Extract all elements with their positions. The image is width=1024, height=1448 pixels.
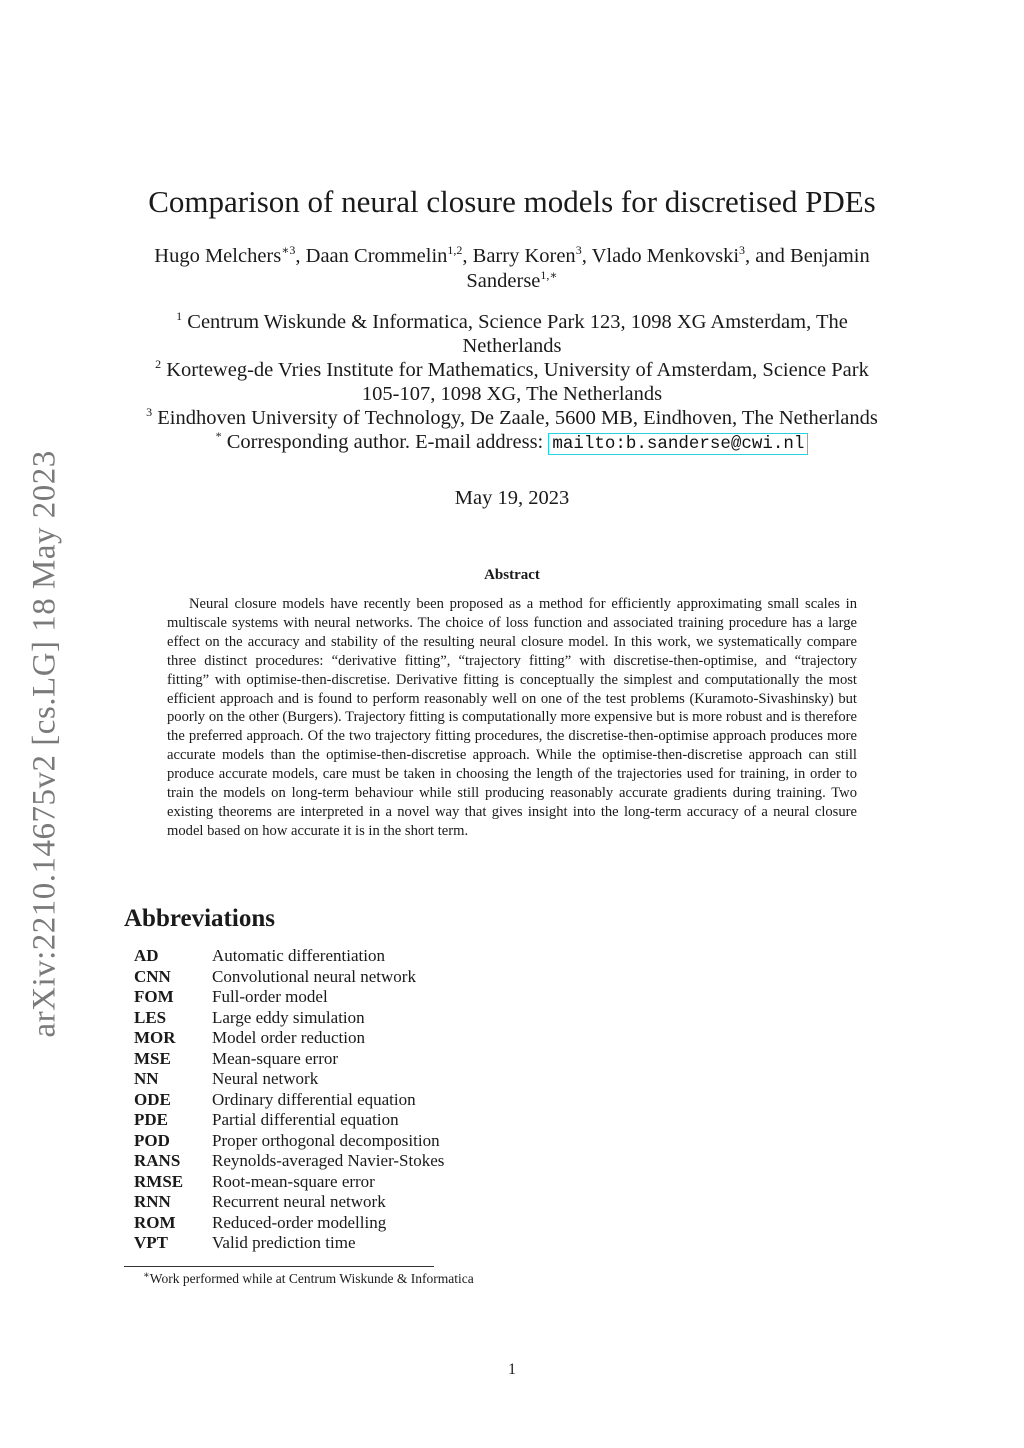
abbreviation-term: LES bbox=[134, 1007, 167, 1027]
affiliation-text: Korteweg-de Vries Institute for Mathematics, University of Amsterdam, Science Park bbox=[166, 359, 869, 381]
abbreviation-row bbox=[134, 1213, 444, 1234]
abbreviations-table bbox=[134, 946, 444, 1254]
affiliation-2 bbox=[0, 358, 1024, 384]
abbreviation-meaning: Convolutional neural network bbox=[212, 966, 416, 986]
abbreviation-meaning: Partial differential equation bbox=[212, 1110, 399, 1129]
author-affil-mark: 3 bbox=[575, 243, 582, 257]
author-affil-mark: 1,∗ bbox=[540, 268, 558, 282]
abbreviation-term: ROM bbox=[134, 1212, 176, 1232]
abbreviation-row bbox=[134, 1028, 444, 1049]
abbreviation-term: POD bbox=[134, 1130, 170, 1150]
abbreviation-term: MSE bbox=[134, 1048, 171, 1068]
abbreviation-meaning: Valid prediction time bbox=[212, 1233, 356, 1252]
author-name: , and Benjamin bbox=[745, 245, 870, 267]
abbreviation-term: VPT bbox=[134, 1233, 168, 1252]
affiliation-1 bbox=[0, 310, 1024, 336]
footnote bbox=[143, 1271, 474, 1287]
abbreviation-meaning: Root-mean-square error bbox=[212, 1171, 375, 1191]
abbreviation-meaning: Model order reduction bbox=[212, 1028, 365, 1047]
abbreviation-term: RMSE bbox=[134, 1171, 184, 1191]
abbreviation-meaning: Large eddy simulation bbox=[212, 1007, 365, 1027]
abbreviation-term: ODE bbox=[134, 1089, 171, 1109]
affiliation-mark: 3 bbox=[146, 405, 153, 419]
abbreviation-meaning: Ordinary differential equation bbox=[212, 1089, 416, 1109]
abbreviation-meaning: Full-order model bbox=[212, 987, 328, 1006]
affiliation-2-cont: 105-107, 1098 XG, The Netherlands bbox=[361, 383, 663, 405]
abbreviation-row bbox=[134, 967, 444, 988]
author-list bbox=[0, 244, 1024, 270]
abbreviation-row bbox=[134, 1008, 444, 1029]
author-name: , Barry Koren bbox=[462, 245, 576, 267]
paper-date: May 19, 2023 bbox=[454, 487, 570, 509]
abbreviation-term: FOM bbox=[134, 987, 174, 1006]
abbreviation-row bbox=[134, 987, 444, 1008]
abstract-body: Neural closure models have recently been proposed as a method for efficiently approximating small scales in multiscale systems with neural networks. The choice of loss function and associated training procedure has a large effect on the accuracy and stability of the resulting neural closure model. In this work, we systematically compare three distinct procedures: “derivative fitting”, “trajectory fitting” with discretise-then-optimise, and “trajectory fitting” with optimise-then-discretise. Derivative fitting is conceptually the simplest and computationally the most efficient approach and is found to perform reasonably well on one of the test problems (Kuramoto-Sivashinsky) but poorly on the other (Burgers). Trajectory fitting is computationally more expensive but is more robust and is therefore the preferred approach. Of the two trajectory fitting procedures, the discretise-then-optimise approach produces more accurate models than the optimise-then-discretise approach. While the optimise-then-discretise approach can still produce accurate models, care must be taken in choosing the length of the trajectories used for training, in order to train the models on long-term behaviour while still producing reasonably accurate gradients during training. Two existing theorems are interpreted in a novel way that gives insight into the long-term accuracy of a neural closure model based on how accurate it is in the short term. bbox=[167, 596, 857, 839]
author-name: Sanderse bbox=[466, 270, 541, 292]
abbreviation-row bbox=[134, 1151, 444, 1172]
abbreviation-row bbox=[134, 1049, 444, 1070]
abbreviation-meaning: Neural network bbox=[212, 1069, 319, 1088]
affiliation-text: Eindhoven University of Technology, De Zaale, 5600 MB, Eindhoven, The Netherlands bbox=[157, 407, 878, 429]
abbreviation-term: PDE bbox=[134, 1110, 168, 1129]
abbreviation-row bbox=[134, 1110, 444, 1131]
abbreviation-term: AD bbox=[134, 946, 159, 965]
affiliation-text: Centrum Wiskunde & Informatica, Science Park 123, 1098 XG Amsterdam, The bbox=[187, 311, 848, 333]
abbreviation-row bbox=[134, 1069, 444, 1090]
author-name: , Vlado Menkovski bbox=[581, 245, 740, 267]
arxiv-identifier-stamp: arXiv:2210.14675v2 [cs.LG] 18 May 2023 bbox=[26, 450, 63, 1038]
footnote-text: Work performed while at Centrum Wiskunde & Informatica bbox=[149, 1271, 474, 1286]
author-affil-mark: ∗3 bbox=[281, 243, 296, 257]
paper-title: Comparison of neural closure models for discretised PDEs bbox=[148, 184, 876, 219]
abbreviation-meaning: Reduced-order modelling bbox=[212, 1212, 387, 1232]
corresponding-mark: * bbox=[215, 429, 222, 443]
abbreviation-row bbox=[134, 1233, 444, 1254]
footnote-divider bbox=[124, 1266, 434, 1267]
author-affil-mark: 3 bbox=[739, 243, 746, 257]
author-list-line2 bbox=[0, 269, 1024, 295]
author-name: , Daan Crommelin bbox=[295, 245, 448, 267]
abbreviation-term: RNN bbox=[134, 1192, 171, 1211]
abbreviation-term: NN bbox=[134, 1069, 159, 1088]
affiliation-3 bbox=[0, 406, 1024, 432]
abstract-heading: Abstract bbox=[484, 567, 540, 583]
affiliation-1-cont: Netherlands bbox=[462, 335, 562, 357]
email-link[interactable]: mailto:b.sanderse@cwi.nl bbox=[548, 433, 808, 455]
abbreviation-row bbox=[134, 1172, 444, 1193]
author-name: Hugo Melchers bbox=[154, 245, 282, 267]
affiliation-mark: 1 bbox=[176, 309, 183, 323]
abbreviation-term: CNN bbox=[134, 966, 171, 986]
abbreviation-row bbox=[134, 1192, 444, 1213]
abbreviation-meaning: Reynolds-averaged Navier-Stokes bbox=[212, 1151, 445, 1170]
page-number: 1 bbox=[508, 1361, 516, 1378]
abbreviation-row bbox=[134, 946, 444, 967]
abbreviation-term: RANS bbox=[134, 1151, 181, 1170]
abbreviation-row bbox=[134, 1090, 444, 1111]
corresponding-text: Corresponding author. E-mail address: bbox=[226, 431, 544, 453]
author-affil-mark: 1,2 bbox=[447, 243, 463, 257]
footnote-mark: ∗ bbox=[143, 1270, 150, 1281]
abbreviation-term: MOR bbox=[134, 1028, 176, 1047]
abbreviations-heading: Abbreviations bbox=[124, 905, 275, 932]
abbreviation-meaning: Recurrent neural network bbox=[212, 1192, 386, 1211]
abbreviation-meaning: Proper orthogonal decomposition bbox=[212, 1130, 440, 1150]
affiliation-mark: 2 bbox=[155, 357, 162, 371]
abbreviation-meaning: Automatic differentiation bbox=[212, 946, 385, 965]
abbreviation-row bbox=[134, 1131, 444, 1152]
abbreviation-meaning: Mean-square error bbox=[212, 1048, 339, 1068]
corresponding-author bbox=[0, 430, 1024, 456]
